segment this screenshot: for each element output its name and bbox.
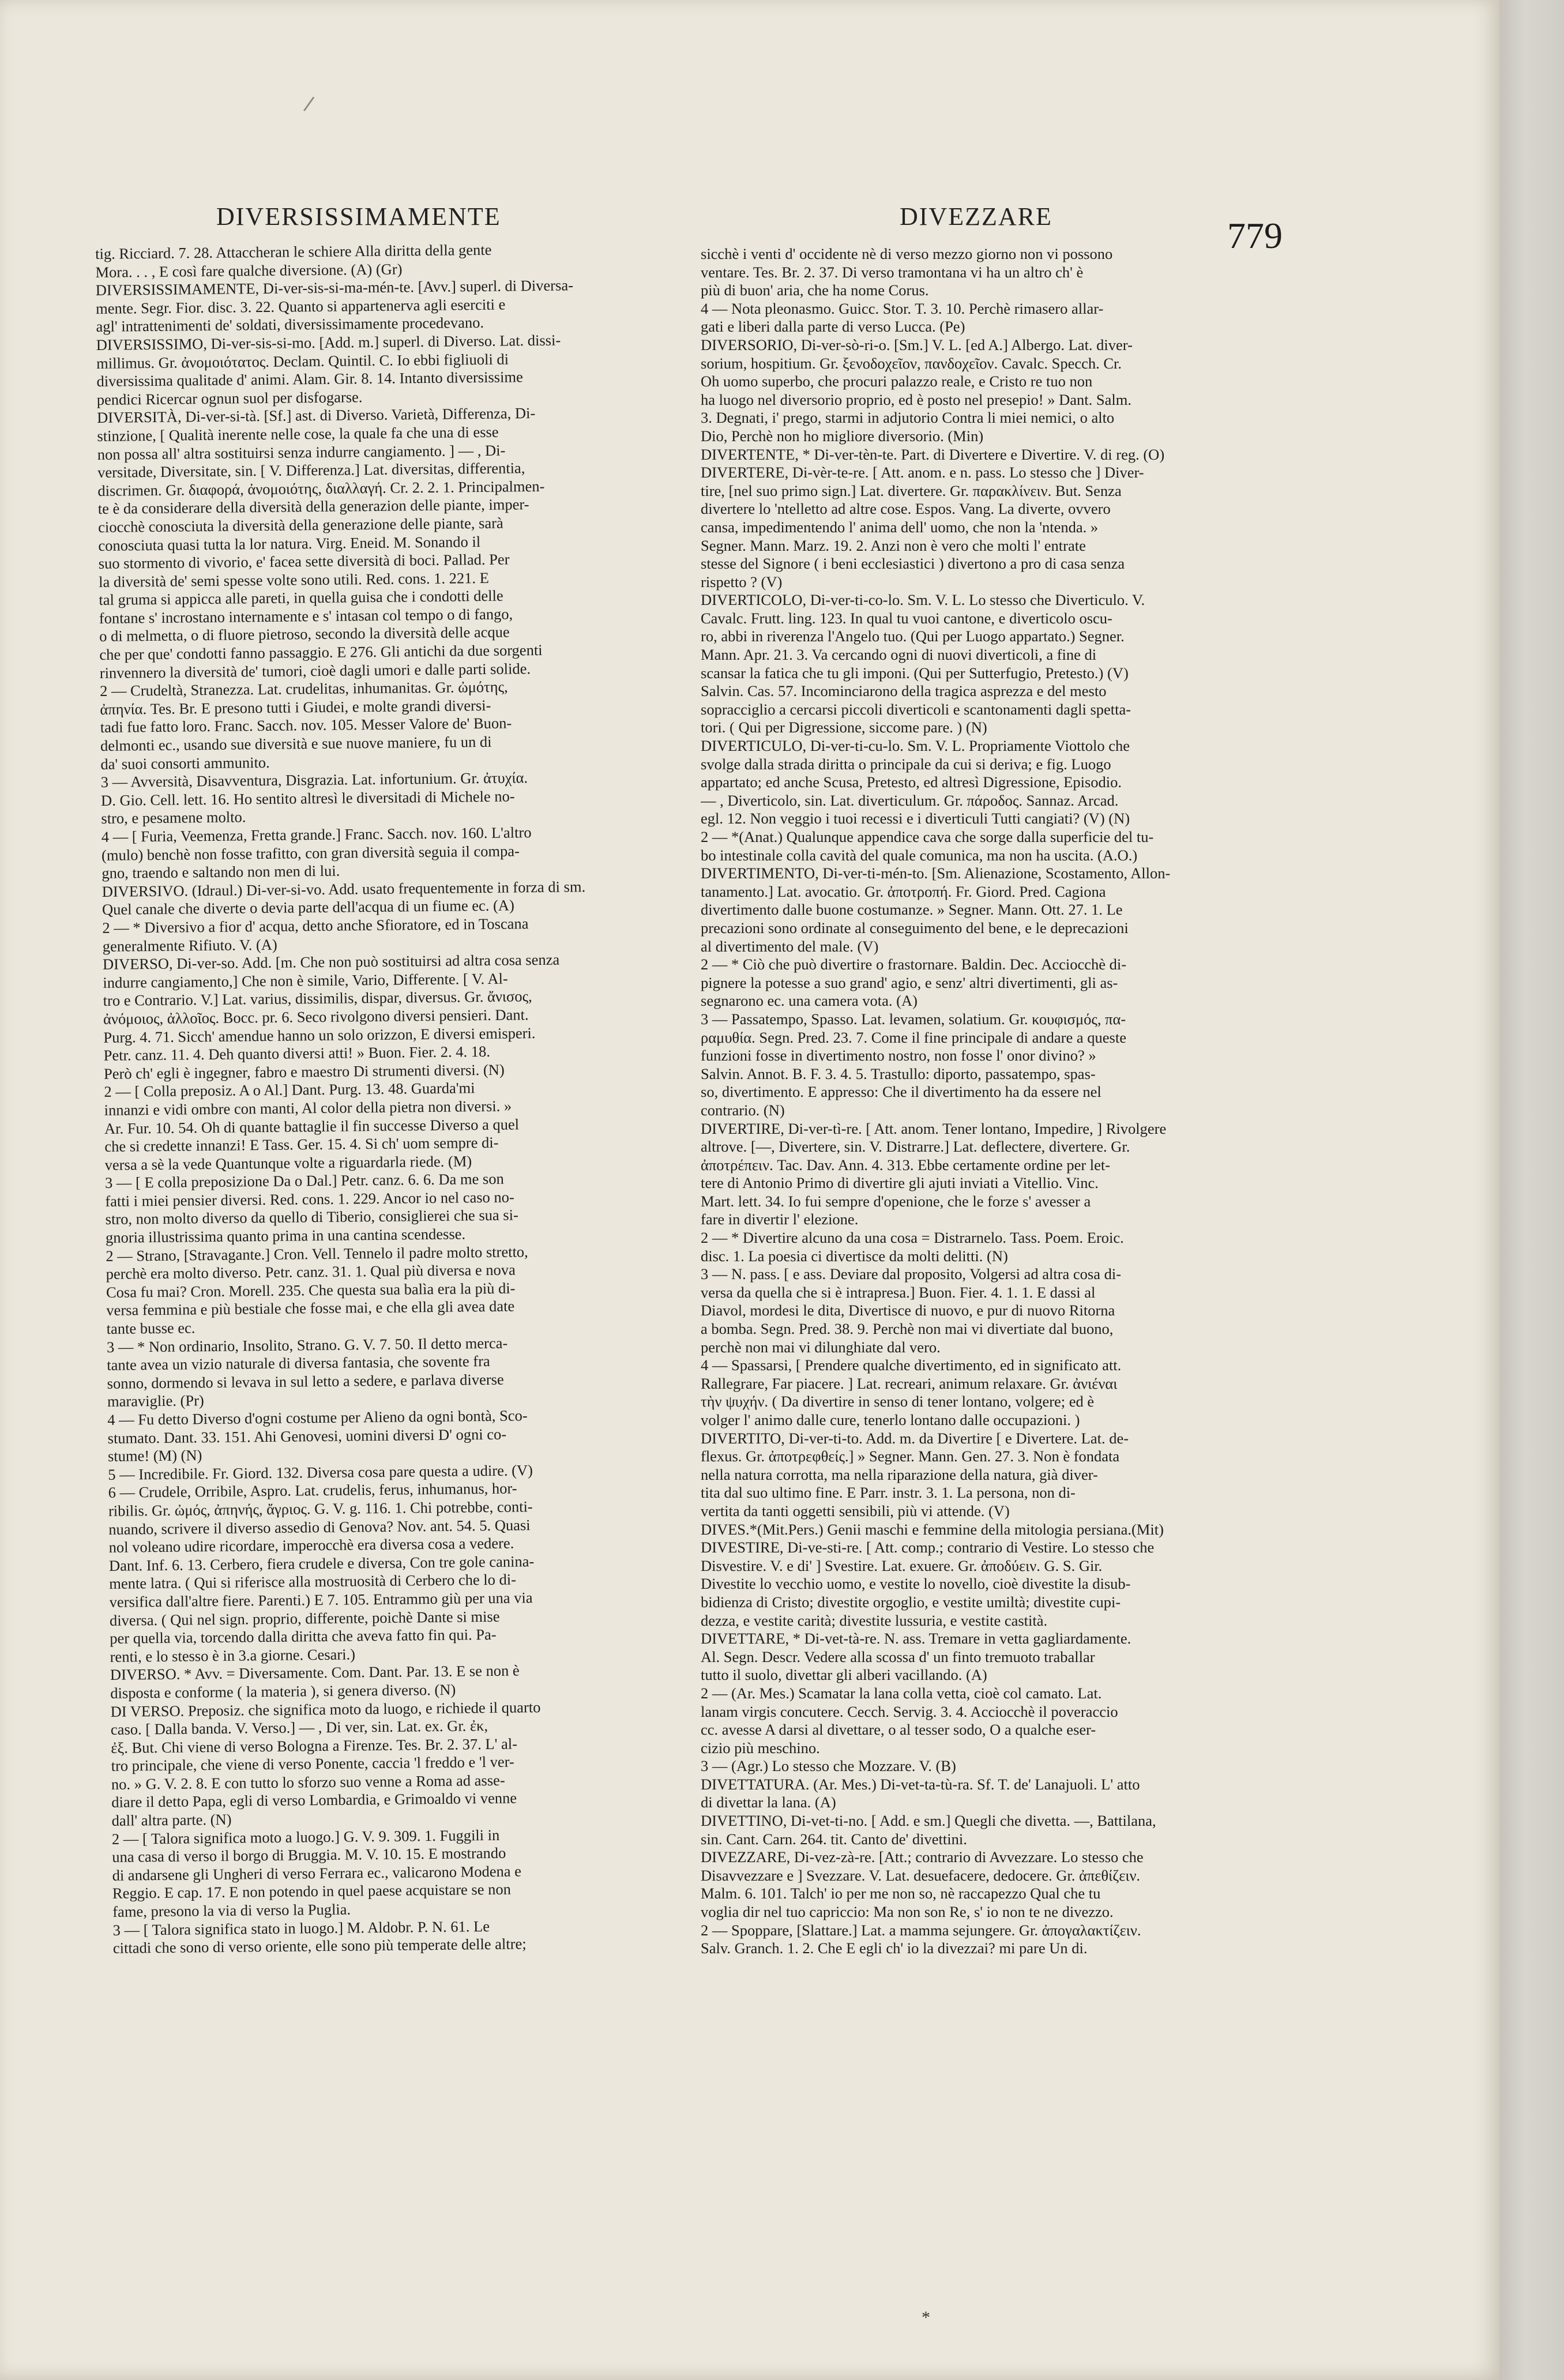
text-line: — , Diverticolo, sin. Lat. diverticulum. Gr. πάροδος. Sannaz. Arcad. — [701, 791, 1119, 809]
text-line: D. Gio. Cell. lett. 16. Ho sentito altresì le diversitadi di Michele no- — [100, 787, 515, 809]
text-line: tutto il suolo, divettar gli alberi vacillando. (A) — [701, 1666, 987, 1684]
text-line: 3 — Avversità, Disavventura, Disgrazia. Lat. infortunium. Gr. ἀτυχία. — [100, 769, 528, 791]
text-line: DIVERSIVO. (Idraul.) Di-ver-si-vo. Add. usato frequentemente in forza di sm. — [101, 877, 586, 900]
text-line: versifica dall'altre fiere. Parenti.) E 7. 105. Entrammo giù per una via — [109, 1589, 533, 1611]
text-line: 2 — Crudeltà, Stranezza. Lat. crudelitas, inhumanitas. Gr. ὠμότης, — [99, 678, 508, 700]
text-line: Petr. canz. 11. 4. Deh quanto diversi atti! » Buon. Fier. 2. 4. 18. — [103, 1043, 491, 1065]
text-line: non possa all' altra sostituirsi senza indurre cangiamento. ] — , Di- — [97, 441, 506, 463]
text-line: precazioni sono ordinate al conseguimento del bene, e le deprecazioni — [701, 919, 1129, 937]
text-line: DIVESTIRE, Di-ve-sti-re. [ Att. comp.; contrario di Vestire. Lo stesso che — [701, 1539, 1155, 1556]
text-line: agl' intrattenimenti de' soldati, diversissimamente procedevano. — [96, 314, 484, 336]
text-line: 3 — N. pass. [ e ass. Deviare dal proposito, Volgersi ad altra cosa di- — [701, 1265, 1122, 1283]
text-line: stro, e pesamene molto. — [101, 808, 246, 828]
text-line: 5 — Incredibile. Fr. Giord. 132. Diversa cosa pare questa a udire. (V) — [108, 1461, 533, 1483]
text-line: stumato. Dant. 33. 151. Ahi Genovesi, uomini diversi D' ogni co- — [107, 1425, 507, 1447]
text-line: Cavalc. Frutt. ling. 123. In qual tu vuoi cantone, e diverticolo oscu- — [701, 609, 1112, 627]
text-line: 3 — [ E colla preposizione Da o Dal.] Petr. canz. 6. 6. Da me son — [104, 1170, 504, 1192]
text-line: cc. avesse A darsi al divettare, o al tesser sodo, O a qualche eser- — [701, 1721, 1096, 1739]
text-line: DIVERSORIO, Di-ver-sò-ri-o. [Sm.] V. L. [ed A.] Albergo. Lat. diver- — [701, 336, 1133, 354]
text-line: divertere lo 'ntelletto ad altre cose. Espos. Vang. La diverte, ovvero — [701, 500, 1111, 518]
text-line: ἀποτρέπειν. Tac. Dav. Ann. 4. 313. Ebbe certamente ordine per let- — [701, 1156, 1111, 1174]
text-line: (mulo) benchè non fosse trafitto, con gran diversità seguia il compa- — [101, 841, 520, 864]
text-line: Però ch' egli è ingegner, fabro e maestro Di strumenti diversi. (N) — [103, 1061, 505, 1082]
text-line: diare il detto Papa, egli di verso Lombardia, e Grimoaldo vi venne — [111, 1789, 517, 1811]
text-line: innanzi e vidi ombre con manti, Al color della pietra non diversi. » — [104, 1097, 512, 1119]
text-line: ciocchè conosciuta la diversità della generazione delle piante, sarà — [97, 514, 503, 536]
text-line: tante busse ec. — [106, 1319, 196, 1337]
text-line: mente. Segr. Fior. disc. 3. 22. Quanto si appartenerva agli eserciti e — [95, 295, 506, 317]
text-line: generalmente Rifiuto. V. (A) — [102, 935, 277, 955]
text-line: Mart. lett. 34. Io fui sempre d'openione, che le forze s' avesser a — [701, 1192, 1091, 1210]
text-line: tere di Antonio Primo di divertire gli ajuti inviati a Vitellio. Vinc. — [701, 1174, 1099, 1192]
text-line: te è da considerare della diversità della generazion delle piante, imper- — [97, 495, 529, 518]
text-line: sicchè i venti d' occidente nè di verso mezzo giorno non vi possono — [701, 245, 1113, 262]
text-line: 3 — [ Talora significa stato in luogo.] M. Aldobr. P. N. 61. Le — [112, 1917, 490, 1939]
text-line: discrimen. Gr. διαφορά, ἀνομοιότης, διαλλαγή. Cr. 2. 2. 1. Principalmen- — [97, 477, 545, 499]
text-line: 3 — Passatempo, Spasso. Lat. levamen, solatium. Gr. κουφισμός, πα- — [701, 1010, 1126, 1028]
text-line: Disvestire. V. e di' ] Svestire. Lat. exuere. Gr. ἀποδύειν. G. S. Gir. — [701, 1556, 1103, 1574]
text-line: rispetto ? (V) — [701, 573, 783, 591]
text-line: suo stormento di vivorio, e' facea sette diversità di boci. Pallad. Per — [98, 550, 510, 573]
text-line: cansa, impedimentendo l' anima dell' uomo, che non la 'ntenda. » — [701, 518, 1099, 536]
text-line: DIVERTICULO, Di-ver-ti-cu-lo. Sm. V. L. Propriamente Viottolo che — [701, 737, 1130, 755]
text-line: versa a sè la vede Quantunque volte a riguardarla riede. (M) — [104, 1152, 472, 1174]
text-line: per quella via, torcendo dalla diritta che aveva fatto fin qui. Pa- — [110, 1625, 497, 1647]
text-line: segnarono ec. una camera vota. (A) — [701, 992, 918, 1010]
text-line: versa da quella che si è intrapresa.] Buon. Fier. 4. 1. 1. E dassi al — [701, 1283, 1096, 1301]
text-line: stume! (M) (N) — [107, 1446, 202, 1465]
pencil-mark: / — [302, 92, 316, 116]
text-line: lanam virgis concutere. Cecch. Servig. 3. 4. Acciocchè il poveraccio — [701, 1702, 1118, 1720]
text-line: DIVETTARE, * Di-vet-tà-re. N. ass. Tremare in vetta gagliardamente. — [701, 1630, 1131, 1648]
text-line: 2 — * Divertire alcuno da una cosa = Distrarnelo. Tass. Poem. Eroic. — [701, 1229, 1124, 1247]
text-line: Oh uomo superbo, che procuri palazzo reale, e Cristo re tuo non — [701, 373, 1093, 390]
text-line: 3 — (Agr.) Lo stesso che Mozzare. V. (B) — [701, 1757, 956, 1775]
right-column — [701, 245, 1326, 1958]
text-line: DIVERSO. * Avv. = Diversamente. Com. Dant. Par. 13. E se non è — [110, 1661, 520, 1684]
text-line: Dio, Perchè non ho migliore diversorio. (Min) — [701, 427, 984, 445]
text-line: DIVETTATURA. (Ar. Mes.) Di-vet-ta-tù-ra. Sf. T. de' Lanajuoli. L' atto — [701, 1775, 1140, 1793]
text-line: disc. 1. La poesia ci divertisce da molti delitti. (N) — [701, 1247, 1008, 1265]
text-line: tita dal suo ultimo fine. E Parr. instr. 3. 1. La persona, non di- — [701, 1484, 1076, 1502]
text-line: di andarsene gli Ungheri di verso Ferrara ec., valicarono Modena e — [112, 1862, 522, 1884]
text-line: 2 — Strano, [Stravagante.] Cron. Vell. Tennelo il padre molto stretto, — [106, 1242, 528, 1265]
text-line: tig. Ricciard. 7. 28. Attaccheran le schiere Alla diritta della gente — [95, 240, 492, 262]
text-line: nuando, scrivere il diverso assedio di Genova? Nov. ant. 54. 5. Quasi — [108, 1516, 531, 1538]
text-line: dezza, e vestite carità; divestite lussuria, e vestite castità. — [701, 1611, 1048, 1629]
text-line: DIVERSISSIMO, Di-ver-sis-si-mo. [Add. m.] superl. di Diverso. Lat. dissi- — [96, 331, 561, 354]
text-line: stinzione, [ Qualità inerente nelle cose, la quale fa che una di esse — [97, 423, 499, 445]
text-line: ἀπηνία. Tes. Br. E presono tutti i Giudei, e molte grandi diversi- — [100, 696, 491, 718]
text-line: Purg. 4. 71. Sicch' amendue hanno un solo orizzon, E diversi emisperi. — [103, 1024, 536, 1046]
running-head-left-word: DIVERSISSIMAMENTE — [216, 202, 501, 231]
text-line: o di melmetta, o di fluore pietroso, secondo la diversità delle acque — [99, 623, 510, 645]
text-line: Quel canale che diverte o devia parte dell'acqua di un fiume ec. (A) — [101, 896, 514, 919]
text-line: la diversità de' semi spesse volte sono utili. Red. cons. 1. 221. E — [98, 569, 489, 591]
text-line: fatti i miei pensier diversi. Red. cons. 1. 229. Ancor io nel caso no- — [105, 1188, 514, 1210]
text-line: ἀνόμοιος, ἀλλοῖος. Bocc. pr. 6. Seco rivolgono diversi pensieri. Dant. — [103, 1006, 529, 1028]
text-line: che per que' condotti fanno passaggio. E 276. Gli antichi da due sorgenti — [99, 641, 543, 664]
text-line: tro principale, che viene di verso Ponente, caccia 'l freddo e 'l ver- — [111, 1753, 514, 1775]
text-line: conosciuta quasi tutta la lor natura. Virg. Eneid. M. Sonando il — [98, 532, 481, 554]
running-head-right-word: DIVEZZARE — [900, 202, 1052, 231]
text-line: Al. Segn. Descr. Vedere alla scossa d' un finto tremuoto traballar — [701, 1648, 1095, 1665]
text-line: bidienza di Cristo; divestite orgoglio, e vestite umiltà; divestite cupi- — [701, 1593, 1121, 1611]
text-line: Segner. Mann. Marz. 19. 2. Anzi non è vero che molti l' entrate — [701, 536, 1086, 554]
text-line: so, divertimento. E appresso: Che il divertimento ha da essere nel — [701, 1083, 1101, 1101]
text-line: vertita da tanti oggetti sensibili, più vi attende. (V) — [701, 1502, 1010, 1520]
text-line: Mann. Apr. 21. 3. Va cercando ogni di nuovi diverticoli, a fine di — [701, 646, 1097, 664]
text-line: sopracciglio a cercarsi piccoli diverticoli e scantonamenti dagli spetta- — [701, 700, 1131, 718]
text-line: 2 — [ Colla preposiz. A o Al.] Dant. Purg. 13. 48. Guarda'mi — [104, 1079, 475, 1101]
text-line: stesse del Signore ( i beni ecclesiastici ) divertono a pro di casa senza — [701, 555, 1125, 573]
text-line: DIVERTIMENTO, Di-ver-ti-mén-to. [Sm. Alienazione, Scostamento, Allon- — [701, 864, 1171, 882]
text-line: DIVERSISSIMAMENTE, Di-ver-sis-si-ma-mén-te. [Avv.] superl. di Diversa- — [95, 276, 574, 299]
text-line: diversissima qualitade d' animi. Alam. Gir. 8. 14. Intanto diversissime — [96, 368, 523, 390]
footer-mark: * — [922, 2308, 930, 2327]
text-line: caso. [ Dalla banda. V. Verso.] — , Di ver, sin. Lat. ex. Gr. ἐκ, — [110, 1717, 488, 1738]
text-line: disposta e conforme ( la materia ), si genera diverso. (N) — [110, 1680, 456, 1702]
text-line: diversa. ( Qui nel sign. proprio, differente, poichè Dante si mise — [109, 1607, 500, 1629]
text-line: cizio più meschino. — [701, 1739, 820, 1757]
text-line: Rallegrare, Far piacere. ] Lat. recreari, animum relaxare. Gr. ἀνιέναι — [701, 1374, 1118, 1392]
running-head-left — [216, 202, 501, 236]
text-line: Salv. Granch. 1. 2. Che E egli ch' io la divezzai? mi pare Un di. — [701, 1939, 1088, 1957]
text-line: 2 — * Ciò che può divertire o frastornare. Baldin. Dec. Acciocchè di- — [701, 956, 1127, 973]
text-line: Ar. Fur. 10. 54. Oh di quante battaglie il fin successe Diverso a quel — [104, 1115, 520, 1137]
text-line: bo intestinale colla cavità del quale comunica, ma non ha uscita. (A.O.) — [701, 846, 1138, 864]
text-line: 3. Degnati, i' prego, starmi in adjutorio Contra li miei nemici, o alto — [701, 409, 1115, 427]
text-line: tadi fue fatto loro. Franc. Sacch. nov. 105. Messer Valore de' Buon- — [100, 714, 512, 736]
text-line: nol voleano udire ricordare, imperocchè era diversa cosa a vedere. — [108, 1534, 514, 1556]
text-line: gno, traendo e saltando non men di lui. — [101, 862, 340, 882]
text-line: ribilis. Gr. ὠμός, ἀπηνής, ἄγριος. G. V. g. 116. 1. Chi potrebbe, conti- — [108, 1498, 533, 1520]
text-line: sorium, hospitium. Gr. ξενοδοχεῖον, πανδοχεῖον. Cavalc. Specch. Cr. — [701, 354, 1122, 372]
text-line: tante avea un vizio naturale di diversa fantasia, che sovente fra — [107, 1352, 490, 1374]
text-line: fame, presono la via di verso la Puglia. — [112, 1900, 351, 1920]
text-line: DIVEZZARE, Di-vez-zà-re. [Att.; contrario di Avvezzare. Lo stesso che — [701, 1848, 1144, 1866]
text-line: τὴν ψυχήν. ( Da divertire in senso di tener lontano, volgere; ed è — [701, 1393, 1095, 1411]
text-line: tire, [nel suo primo sign.] Lat. divertere. Gr. παρακλίνειν. But. Senza — [701, 482, 1122, 499]
text-line: DIVES.*(Mit.Pers.) Genii maschi e femmine della mitologia persiana.(Mit) — [701, 1520, 1164, 1538]
text-line: DIVERTITO, Di-ver-ti-to. Add. m. da Divertire [ e Divertere. Lat. de- — [701, 1429, 1129, 1447]
text-line: delmonti ec., usando sue diversità e sue nuove maniere, fu un di — [100, 732, 492, 754]
text-line: 4 — Fu detto Diverso d'ogni costume per Alieno da ogni bontà, Sco- — [107, 1407, 528, 1428]
text-line: sonno, dormendo si levava in sul letto a sedere, e parlava diverse — [107, 1370, 504, 1392]
text-line: millimus. Gr. ἀνομοιότατος. Declam. Quintil. C. Io ebbi figliuoli di — [96, 350, 509, 372]
text-line: no. » G. V. 2. 8. E con tutto lo sforzo suo venne a Roma ad asse- — [111, 1771, 505, 1793]
text-line: maraviglie. (Pr) — [107, 1392, 204, 1411]
text-line: Dant. Inf. 6. 13. Cerbero, fiera crudele e diversa, Con tre gole canina- — [108, 1552, 535, 1574]
text-line: tro e Contrario. V.] Lat. varius, dissimilis, dispar, diversus. Gr. ἄνισος, — [103, 987, 532, 1010]
text-line: tanamento.] Lat. avocatio. Gr. ἀποτροπή. Fr. Giord. Pred. Cagiona — [701, 882, 1106, 900]
text-line: ha luogo nel diversorio proprio, ed è posto nel presepio! » Dant. Salm. — [701, 390, 1131, 408]
text-line: da' suoi consorti ammunito. — [100, 753, 270, 773]
text-line: egl. 12. Non veggio i tuoi recessi e i diverticuli Tutti cangiati? (V) (N) — [701, 810, 1130, 828]
text-line: versitade, Diversitate, sin. [ V. Differenza.] Lat. diversitas, differentia, — [97, 459, 525, 482]
text-line: 3 — * Non ordinario, Insolito, Strano. G. V. 7. 50. Il detto merca- — [106, 1334, 508, 1356]
text-line: pendici Ricercar ognun suol per disfogarse. — [96, 388, 363, 408]
text-line: voglia dir nel tuo capriccio: Ma non son Re, s' io non te ne divezzo. — [701, 1903, 1114, 1921]
page-number: 779 — [1227, 215, 1283, 256]
text-line: una casa di verso il borgo di Bruggia. M. V. 10. 15. E mostrando — [112, 1844, 506, 1866]
text-line: ventare. Tes. Br. 2. 37. Di verso tramontana vi ha un altro ch' è — [701, 263, 1084, 281]
text-line: fontane s' incrostano internamente e s' intasan col tempo o di fango, — [99, 605, 513, 627]
text-line: ro, abbi in riverenza l'Angelo tuo. (Qui per Luogo appartato.) Segner. — [701, 627, 1125, 645]
text-line: gati e liberi dalla parte di verso Lucca. (Pe) — [701, 318, 965, 336]
text-line: 4 — [ Furia, Veemenza, Fretta grande.] Franc. Sacch. nov. 160. L'altro — [101, 824, 532, 845]
text-line: tal gruma si appicca alle pareti, in quella guisa che i condotti delle — [99, 586, 503, 609]
text-line: che si credette innanzi! E Tass. Ger. 15. 4. Si ch' uom sempre di- — [104, 1133, 499, 1156]
text-line: Diavol, mordesi le dita, Divertisce di nuovo, e pur di nuovo Ritorna — [701, 1302, 1115, 1319]
text-line: 2 — *(Anat.) Qualunque appendice cava che sorge dalla superficie del tu- — [701, 828, 1154, 845]
running-head-right — [900, 202, 1052, 236]
text-line: rinvennero la diversità de' tumori, cioè dagli umori e dalle parti solide. — [99, 659, 531, 682]
text-line: Divestite lo vecchio uomo, e vestite lo novello, cioè divestite la disub- — [701, 1575, 1131, 1593]
text-line: mente latra. ( Qui si riferisce alla mostruosità di Cerbero che lo di- — [109, 1570, 517, 1593]
text-line: più di buon' aria, che ha nome Corus. — [701, 281, 929, 299]
text-line: ἐξ. But. Chi viene di verso Bologna a Firenze. Tes. Br. 2. 37. L' al- — [111, 1735, 518, 1757]
text-line: DIVERTENTE, * Di-ver-tèn-te. Part. di Divertere e Divertire. V. di reg. (O) — [701, 445, 1165, 463]
text-line: DIVERSO, Di-ver-so. Add. [m. Che non può sostituirsi ad altra cosa senza — [102, 950, 560, 973]
page-edge-background — [1499, 0, 1564, 2380]
text-line: 6 — Crudele, Orribile, Aspro. Lat. crudelis, ferus, inhumanus, hor- — [108, 1479, 517, 1502]
text-line: Reggio. E cap. 17. E non potendo in quel paese acquistare se non — [112, 1881, 512, 1903]
text-line: DIVETTINO, Di-vet-ti-no. [ Add. e sm.] Quegli che divetta. —, Battilana, — [701, 1812, 1156, 1830]
text-line: Cosa fu mai? Cron. Morell. 235. Che questa sua balìa era la più di- — [106, 1279, 516, 1301]
text-line: pignere la potesse a suo grand' agio, e senz' altri divertimenti, gli as- — [701, 973, 1118, 991]
text-line: DIVERTERE, Di-vèr-te-re. [ Att. anom. e n. pass. Lo stesso che ] Diver- — [701, 464, 1144, 482]
text-line: 2 — Spoppare, [Slattare.] Lat. a mamma sejungere. Gr. ἀπογαλακτίζειν. — [701, 1921, 1141, 1939]
text-line: DI VERSO. Preposiz. che significa moto da luogo, e richiede il quarto — [110, 1698, 541, 1720]
text-line: scansar la fatica che tu gli imponi. (Qui per Sutterfugio, Pretesto.) (V) — [701, 664, 1129, 682]
text-line: Salvin. Annot. B. F. 3. 4. 5. Trastullo: diporto, passatempo, spas- — [701, 1065, 1096, 1082]
text-line: cittadi che sono di verso oriente, elle sono più temperate delle altre; — [112, 1935, 527, 1957]
text-line: DIVERTIRE, Di-ver-tì-re. [ Att. anom. Tener lontano, Impedire, ] Rivolgere — [701, 1119, 1167, 1137]
text-line: contrario. (N) — [701, 1101, 785, 1119]
text-line: 4 — Nota pleonasmo. Guicc. Stor. T. 3. 10. Perchè rimasero allar- — [701, 299, 1104, 317]
text-line: nella natura corrotta, ma nella riparazione della natura, già diver- — [701, 1465, 1098, 1483]
text-line: renti, e lo stesso è in 3.a giorne. Cesari.) — [110, 1645, 356, 1665]
text-line: a bomba. Segn. Pred. 38. 9. Perchè non mai vi divertiate dal buono, — [701, 1320, 1114, 1338]
text-line: fare in divertir l' elezione. — [701, 1210, 859, 1228]
text-line: DIVERTICOLO, Di-ver-ti-co-lo. Sm. V. L. Lo stesso che Diverticulo. V. — [701, 591, 1145, 609]
text-line: funzioni fosse in divertimento nostro, non fosse l' onor divino? » — [701, 1047, 1096, 1065]
text-line: 4 — Spassarsi, [ Prendere qualche divertimento, ed in significato att. — [701, 1356, 1122, 1374]
text-line: Mora. . . , E così fare qualche diversione. (A) (Gr) — [95, 260, 403, 281]
text-line: appartato; ed anche Scusa, Pretesto, ed altresì Digressione, Episodio. — [701, 773, 1122, 791]
text-line: volger l' animo dalle cure, tenerlo lontano dalle occupazioni. ) — [701, 1411, 1080, 1428]
text-line: perchè non mai vi dilunghiate dal vero. — [701, 1338, 941, 1356]
text-line: gnoria illustrissima quanto prima in una cantina scendesse. — [105, 1225, 466, 1246]
text-line: altrove. [—, Divertere, sin. V. Distrarre.] Lat. deflectere, divertere. Gr. — [701, 1138, 1130, 1156]
text-line: indurre cangiamento,] Che non è simile, Vario, Differente. [ V. Al- — [103, 969, 508, 991]
text-line: dall' altra parte. (N) — [111, 1810, 232, 1829]
text-line: 2 — [ Talora significa moto a luogo.] G. V. 9. 309. 1. Fuggili in — [111, 1826, 500, 1848]
text-line: versa femmina e più bestiale che fosse mai, e che ella gli avea date — [106, 1297, 515, 1319]
text-line: DIVERSITÀ, Di-ver-si-tà. [Sf.] ast. di Diverso. Varietà, Differenza, Di- — [96, 404, 536, 427]
text-line: 2 — (Ar. Mes.) Scamatar la lana colla vetta, cioè col camato. Lat. — [701, 1684, 1102, 1702]
text-line: sin. Cant. Carn. 264. tit. Canto de' divettini. — [701, 1830, 967, 1848]
text-line: svolge dalla strada diritta o principale da cui si deriva; e fig. Luogo — [701, 755, 1111, 773]
text-line: 2 — * Diversivo a fior d' acqua, detto anche Sfioratore, ed in Toscana — [102, 915, 529, 937]
text-line: al divertimento del male. (V) — [701, 937, 879, 955]
text-line: ραμυθία. Segn. Pred. 23. 7. Come il fine principale di andare a queste — [701, 1028, 1126, 1046]
text-line: Salvin. Cas. 57. Incominciarono della tragica asprezza e del mesto — [701, 682, 1107, 700]
text-line: Disavvezzare e ] Svezzare. V. Lat. desuefacere, dedocere. Gr. ἀπεθίζειν. — [701, 1866, 1141, 1884]
text-line: tori. ( Qui per Digressione, siccome pare. ) (N) — [701, 719, 987, 736]
left-column — [95, 239, 721, 1958]
text-line: perchè era molto diverso. Petr. canz. 31. 1. Qual più diversa e nova — [106, 1261, 516, 1283]
text-line: stro, non molto diverso da quello di Tiberio, consiglierei che sua si- — [105, 1206, 518, 1228]
text-line: Malm. 6. 101. Talch' io per me non so, nè raccapezzo Qual che tu — [701, 1885, 1101, 1903]
text-line: di divettar la lana. (A) — [701, 1794, 836, 1811]
text-line: divertimento dalle buone costumanze. » Segner. Mann. Ott. 27. 1. Le — [701, 901, 1123, 919]
text-line: flexus. Gr. ἀποτρεφθείς.] » Segner. Mann. Gen. 27. 3. Non è fondata — [701, 1447, 1120, 1465]
